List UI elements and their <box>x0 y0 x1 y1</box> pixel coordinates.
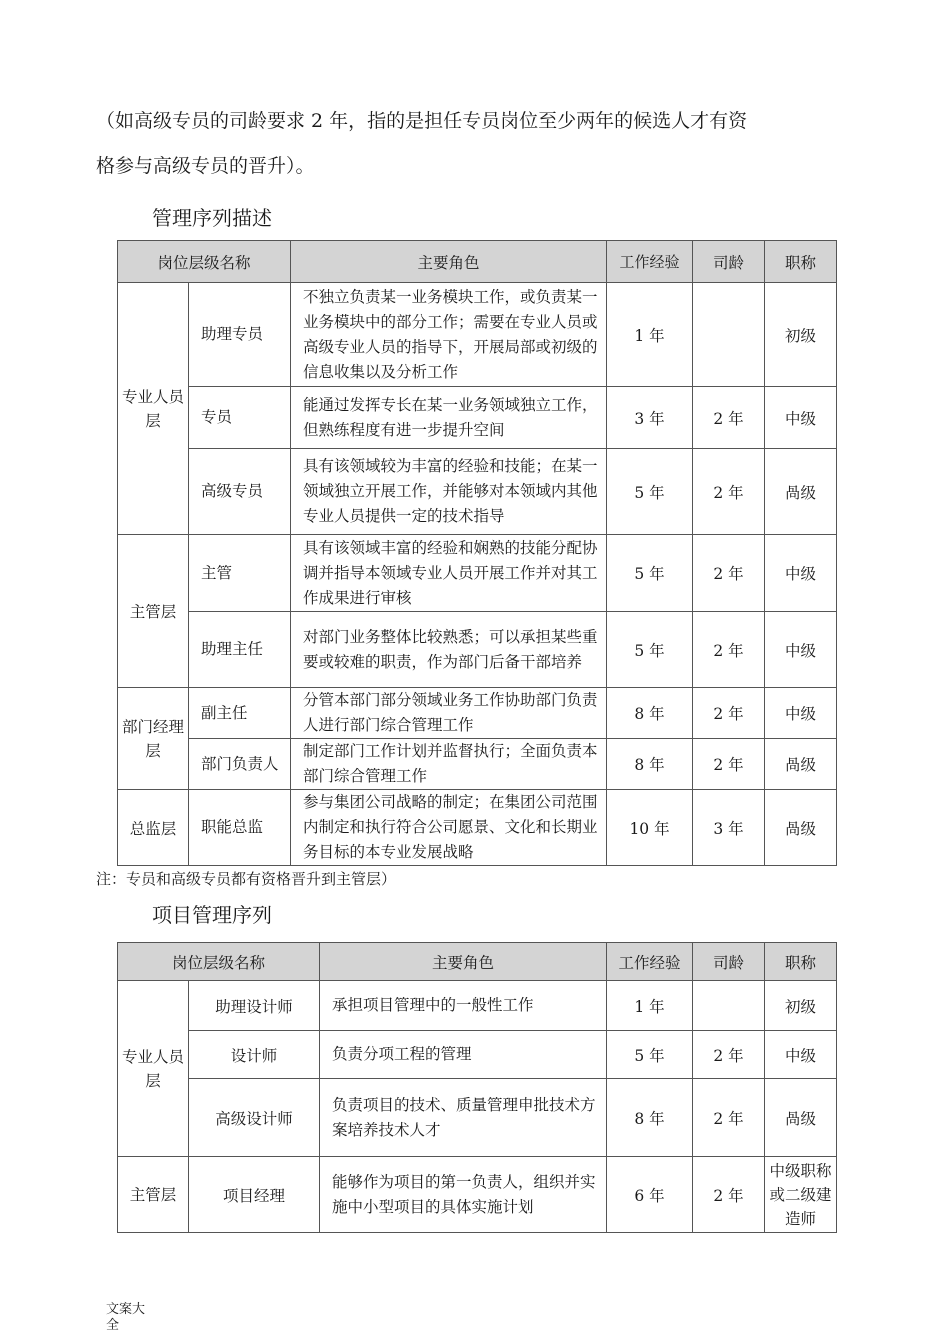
experience-cell: 10 年 <box>607 790 693 866</box>
header-position-level: 岗位层级名称 <box>118 943 320 981</box>
title-cell: 咼级 <box>765 449 837 535</box>
position-cell: 助理专员 <box>189 283 291 387</box>
header-title: 职称 <box>765 241 837 283</box>
table-row <box>118 739 837 790</box>
role-cell: 具有该领域丰富的经验和娴熟的技能分配协调并指导本领域专业人员开展工作并对其工作成果进行审核 <box>291 535 607 612</box>
role-cell: 负责项目的技术、质量管理申批技术方案培养技术人才 <box>320 1079 607 1157</box>
experience-cell: 5 年 <box>607 1031 693 1079</box>
title-cell: 中级 <box>765 1031 837 1079</box>
experience-cell: 1 年 <box>607 283 693 387</box>
role-cell: 能通过发挥专长在某一业务领域独立工作，但熟练程度有进一步提升空间 <box>291 387 607 449</box>
title-cell: 咼级 <box>765 1079 837 1157</box>
position-cell: 部门负责人 <box>189 739 291 790</box>
section-title-management: 管理序列描述 <box>152 206 272 230</box>
tenure-cell <box>693 283 765 387</box>
header-main-role: 主要角色 <box>320 943 607 981</box>
intro-line-1: （如高级专员的司龄要求 2 年，指的是担任专员岗位至少两年的候选人才有资 <box>96 110 748 132</box>
table-row <box>118 1157 837 1233</box>
title-cell: 中级 <box>765 535 837 612</box>
position-cell: 高级专员 <box>189 449 291 535</box>
group-cell: 专业人员层 <box>118 981 189 1157</box>
experience-cell: 5 年 <box>607 612 693 688</box>
tenure-cell: 2 年 <box>693 535 765 612</box>
role-cell: 不独立负责某一业务模块工作，或负责某一业务模块中的部分工作；需要在专业人员或高级专业人员的指导下，开展局部或初级的信息收集以及分析工作 <box>291 283 607 387</box>
title-cell: 初级 <box>765 283 837 387</box>
table-row <box>118 283 837 387</box>
role-cell: 对部门业务整体比较熟悉；可以承担某些重要或较难的职责，作为部门后备干部培养 <box>291 612 607 688</box>
table-row <box>118 612 837 688</box>
group-cell: 主管层 <box>118 535 189 688</box>
table-header-row <box>118 943 837 981</box>
title-cell: 中级职称或二级建造师 <box>765 1157 837 1233</box>
role-cell: 参与集团公司战略的制定；在集团公司范围内制定和执行符合公司愿景、文化和长期业务目标的本专业发展战略 <box>291 790 607 866</box>
header-title: 职称 <box>765 943 837 981</box>
position-cell: 助理主任 <box>189 612 291 688</box>
position-cell: 副主任 <box>189 688 291 739</box>
table-row <box>118 688 837 739</box>
tenure-cell: 2 年 <box>693 449 765 535</box>
experience-cell: 3 年 <box>607 387 693 449</box>
table-row <box>118 449 837 535</box>
tenure-cell: 2 年 <box>693 739 765 790</box>
table-row <box>118 790 837 866</box>
header-experience: 工作经验 <box>607 241 693 283</box>
group-cell: 部门经理层 <box>118 688 189 790</box>
experience-cell: 1 年 <box>607 981 693 1031</box>
position-cell: 主管 <box>189 535 291 612</box>
role-cell: 分管本部门部分领域业务工作协助部门负责人进行部门综合管理工作 <box>291 688 607 739</box>
group-cell: 专业人员层 <box>118 283 189 535</box>
table-row <box>118 387 837 449</box>
title-cell: 初级 <box>765 981 837 1031</box>
title-cell: 咼级 <box>765 790 837 866</box>
tenure-cell: 2 年 <box>693 1079 765 1157</box>
role-cell: 承担项目管理中的一般性工作 <box>320 981 607 1031</box>
role-cell: 负责分项工程的管理 <box>320 1031 607 1079</box>
project-management-table <box>117 942 837 1233</box>
role-cell: 制定部门工作计划并监督执行；全面负责本部门综合管理工作 <box>291 739 607 790</box>
tenure-cell: 2 年 <box>693 1157 765 1233</box>
position-cell: 专员 <box>189 387 291 449</box>
section-title-project: 项目管理序列 <box>152 903 272 927</box>
experience-cell: 5 年 <box>607 449 693 535</box>
table-row <box>118 535 837 612</box>
position-cell: 项目经理 <box>189 1157 320 1233</box>
tenure-cell: 3 年 <box>693 790 765 866</box>
table-row <box>118 1079 837 1157</box>
tenure-cell: 2 年 <box>693 387 765 449</box>
position-cell: 助理设计师 <box>189 981 320 1031</box>
group-cell: 总监层 <box>118 790 189 866</box>
group-cell: 主管层 <box>118 1157 189 1233</box>
title-cell: 中级 <box>765 612 837 688</box>
title-cell: 中级 <box>765 387 837 449</box>
experience-cell: 5 年 <box>607 535 693 612</box>
title-cell: 中级 <box>765 688 837 739</box>
role-cell: 能够作为项目的第一负责人，组织并实施中小型项目的具体实施计划 <box>320 1157 607 1233</box>
header-experience: 工作经验 <box>607 943 693 981</box>
intro-line-2: 格参与高级专员的晋升）。 <box>96 155 315 177</box>
footer-text: 文案大全 <box>106 1302 146 1333</box>
tenure-cell: 2 年 <box>693 1031 765 1079</box>
position-cell: 职能总监 <box>189 790 291 866</box>
experience-cell: 8 年 <box>607 1079 693 1157</box>
header-tenure: 司龄 <box>693 241 765 283</box>
header-position-level: 岗位层级名称 <box>118 241 291 283</box>
position-cell: 设计师 <box>189 1031 320 1079</box>
role-cell: 具有该领域较为丰富的经验和技能；在某一领域独立开展工作，并能够对本领域内其他专业人员提供一定的技术指导 <box>291 449 607 535</box>
header-main-role: 主要角色 <box>291 241 607 283</box>
tenure-cell: 2 年 <box>693 688 765 739</box>
position-cell: 高级设计师 <box>189 1079 320 1157</box>
table-row <box>118 981 837 1031</box>
experience-cell: 8 年 <box>607 688 693 739</box>
table-header-row <box>118 241 837 283</box>
tenure-cell: 2 年 <box>693 612 765 688</box>
title-cell: 咼级 <box>765 739 837 790</box>
experience-cell: 6 年 <box>607 1157 693 1233</box>
header-tenure: 司龄 <box>693 943 765 981</box>
experience-cell: 8 年 <box>607 739 693 790</box>
tenure-cell <box>693 981 765 1031</box>
management-sequence-table <box>117 240 837 866</box>
table-row <box>118 1031 837 1079</box>
table-note: 注：专员和高级专员都有资格晋升到主管层） <box>96 870 397 888</box>
